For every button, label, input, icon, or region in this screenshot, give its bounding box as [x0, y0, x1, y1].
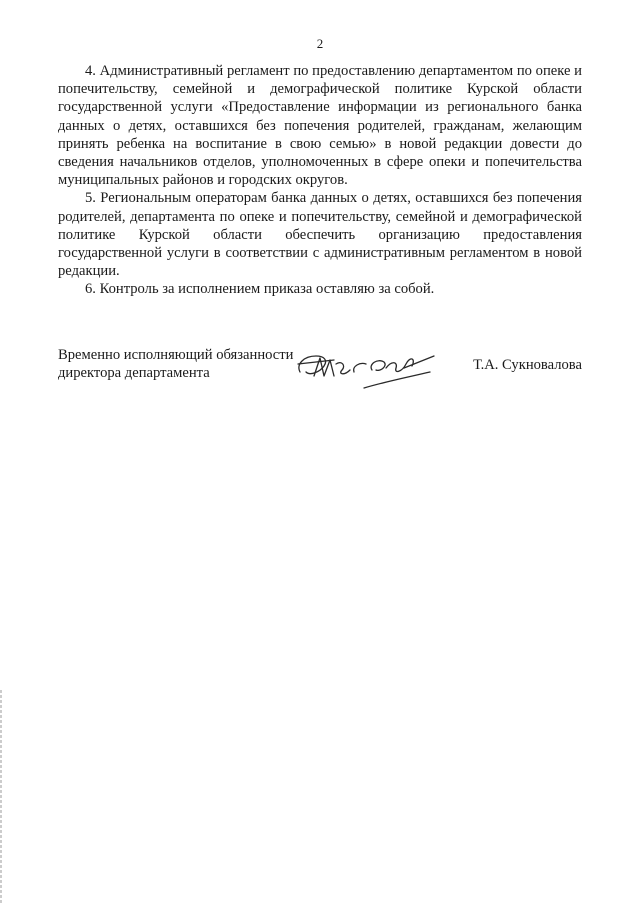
paragraph-6: 6. Контроль за исполнением приказа оставляю за собой. — [85, 281, 435, 298]
paragraph-5: 5. Региональным операторам банка данных о детях, оставшихся без попечения родителей, департамента по опеке и попечительству, семейной и демографической политике Курской области обеспечить организацию предоставления государственной услуги в соответствии с административным регламентом в новой редакции. — [58, 190, 582, 280]
document-body — [58, 62, 582, 299]
signer-name: Т.А. Сукновалова — [473, 357, 582, 373]
signer-position-line2: директора департамента — [58, 365, 210, 382]
paragraph-4: 4. Административный регламент по предоставлению департаментом по опеке и попечительству, семейной и демографической политике Курской области государственной услуги «Предоставление информации из регионального банка данных о детях, оставшихся без попечения родителей, гражданам, желающим принять ребенка на воспитание в свою семью» в новой редакции довести до сведения начальников отделов, уполномоченных в сфере опеки и попечительства муниципальных районов и городских округов. — [58, 63, 582, 189]
signer-position — [58, 346, 293, 382]
signer-position-line1: Временно исполняющий обязанности — [58, 347, 294, 363]
scan-edge-mark — [0, 690, 3, 905]
signature-block — [58, 346, 582, 406]
page-number: 2 — [316, 36, 324, 51]
handwritten-signature — [294, 342, 444, 394]
